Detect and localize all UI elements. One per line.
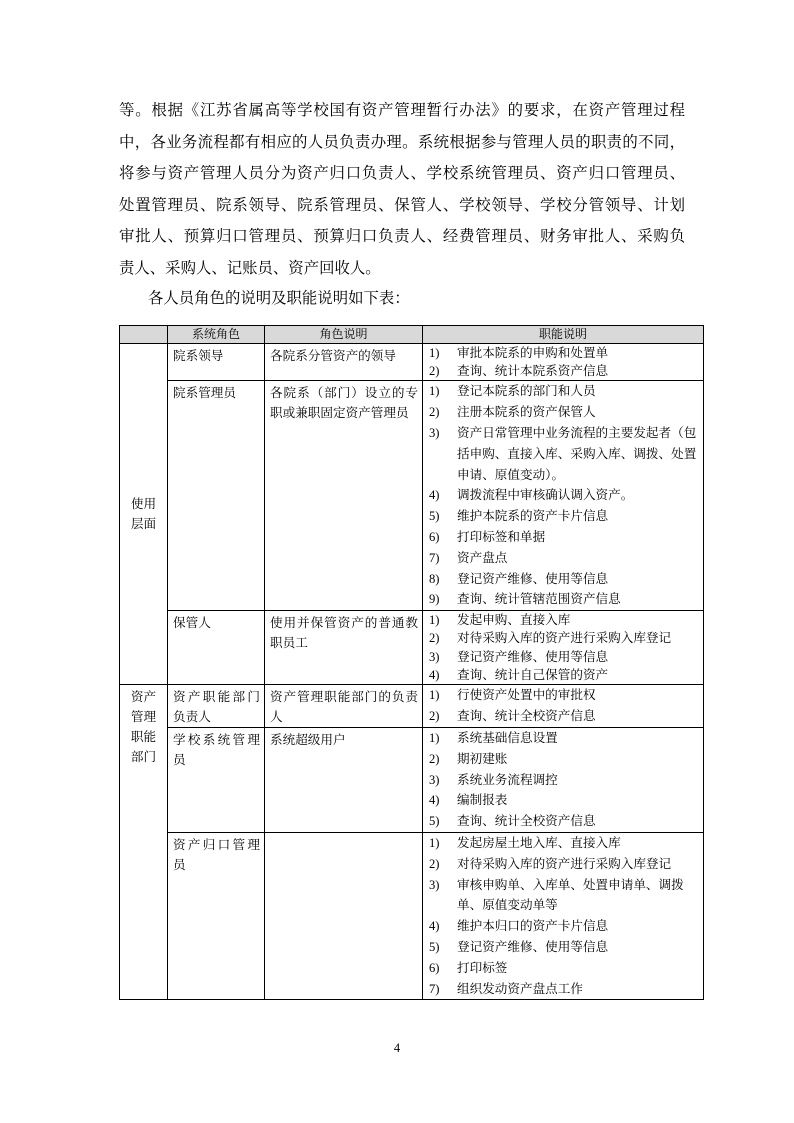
duty-item: 1) 审批本院系的申购和处置单 <box>429 345 609 360</box>
duty-item: 3) 资产日常管理中业务流程的主要发起者（包括申购、直接入库、采购入库、调拨、处置申请、原值变动）。 <box>429 425 697 482</box>
duty-item: 8) 登记资产维修、使用等信息 <box>429 570 609 586</box>
duty-item: 1) 发起房屋土地入库、直接入库 <box>429 834 621 850</box>
table-row <box>120 832 704 999</box>
role-desc-cell: 使用并保管资产的普通教职员工 <box>265 611 423 685</box>
duty-item: 2) 查询、统计本院系资产信息 <box>429 363 609 379</box>
duty-item: 1) 登记本院系的部门和人员 <box>429 383 596 399</box>
duties-cell <box>423 381 704 611</box>
body-paragraph <box>119 95 685 285</box>
table-row <box>120 381 704 611</box>
layer-cell: 资产管理职能部门 <box>120 684 168 999</box>
duty-item: 3) 系统业务流程调控 <box>429 771 558 787</box>
role-cell: 院系管理员 <box>168 381 265 611</box>
duty-item: 7) 组织发动资产盘点工作 <box>429 980 583 996</box>
duty-item: 4) 查询、统计自己保管的资产 <box>429 666 609 682</box>
roles-table <box>119 325 704 1000</box>
table-row <box>120 684 704 727</box>
duty-item: 4) 维护本归口的资产卡片信息 <box>429 918 609 934</box>
role-desc-cell: 资产管理职能部门的负责人 <box>265 684 423 727</box>
duty-item: 5) 维护本院系的资产卡片信息 <box>429 508 609 524</box>
duty-item: 2) 期初建账 <box>429 750 508 766</box>
header-system-role: 系统角色 <box>168 326 265 344</box>
duty-item: 7) 资产盘点 <box>429 549 508 565</box>
header-layer <box>120 326 168 344</box>
duties-cell <box>423 611 704 685</box>
duty-item: 5) 登记资产维修、使用等信息 <box>429 938 609 954</box>
duties-cell <box>423 344 704 381</box>
layer-cell: 使用层面 <box>120 344 168 685</box>
paragraph-line: 等。根据《江苏省属高等学校国有资产管理暂行办法》的要求，在资产管理过程 <box>119 101 685 119</box>
role-cell: 资产职能部门负责人 <box>168 684 265 727</box>
duty-item: 6) 打印标签和单据 <box>429 528 546 544</box>
table-header-row <box>120 326 704 344</box>
paragraph-line: 中，各业务流程都有相应的人员负责办理。系统根据参与管理人员的职责的不同， <box>119 132 685 151</box>
duty-item: 4) 调拨流程中审核确认调入资产。 <box>429 487 634 503</box>
duty-item: 2) 对待采购入库的资产进行采购入库登记 <box>429 630 672 646</box>
paragraph-line: 责人、采购人、记账员、资产回收人。 <box>119 258 381 277</box>
duty-item: 2) 注册本院系的资产保管人 <box>429 404 596 420</box>
role-desc-cell: 各院系（部门）设立的专职或兼职固定资产管理员 <box>265 381 423 611</box>
table-row <box>120 727 704 832</box>
role-cell: 保管人 <box>168 611 265 685</box>
role-cell: 院系领导 <box>168 344 265 381</box>
duty-item: 3) 审核申购单、入库单、处置申请单、调拨单、原值变动单等 <box>429 876 684 913</box>
duties-cell <box>423 727 704 832</box>
page-number: 4 <box>393 1041 401 1055</box>
role-desc-cell <box>265 832 423 999</box>
duty-item: 1) 行使资产处置中的审批权 <box>429 686 596 702</box>
table-row <box>120 344 704 381</box>
paragraph-line: 审批人、预算归口管理员、预算归口负责人、经费管理员、财务审批人、采购负 <box>119 227 685 246</box>
table-intro: 各人员角色的说明及职能说明如下表： <box>148 289 410 307</box>
duty-item: 6) 打印标签 <box>429 959 508 975</box>
duties-cell <box>423 832 704 999</box>
duty-item: 2) 查询、统计全校资产信息 <box>429 707 596 723</box>
paragraph-line: 处置管理员、院系领导、院系管理员、保管人、学校领导、学校分管领导、计划 <box>119 195 685 214</box>
duty-item: 3) 登记资产维修、使用等信息 <box>429 648 609 664</box>
duty-item: 4) 编制报表 <box>429 792 508 808</box>
header-duty-description: 职能说明 <box>423 326 704 344</box>
role-cell: 资产归口管理员 <box>168 832 265 999</box>
role-cell: 学校系统管理员 <box>168 727 265 832</box>
role-desc-cell: 各院系分管资产的领导 <box>265 344 423 381</box>
duty-item: 2) 对待采购入库的资产进行采购入库登记 <box>429 855 672 871</box>
duty-item: 1) 发起申购、直接入库 <box>429 612 571 628</box>
header-role-description: 角色说明 <box>265 326 423 344</box>
duty-item: 5) 查询、统计全校资产信息 <box>429 813 596 829</box>
paragraph-line: 将参与资产管理人员分为资产归口负责人、学校系统管理员、资产归口管理员、 <box>119 164 685 183</box>
duty-item: 1) 系统基础信息设置 <box>429 729 558 745</box>
table-row <box>120 611 704 685</box>
duties-cell <box>423 684 704 727</box>
duty-item: 9) 查询、统计管辖范围资产信息 <box>429 591 621 607</box>
role-desc-cell: 系统超级用户 <box>265 727 423 832</box>
